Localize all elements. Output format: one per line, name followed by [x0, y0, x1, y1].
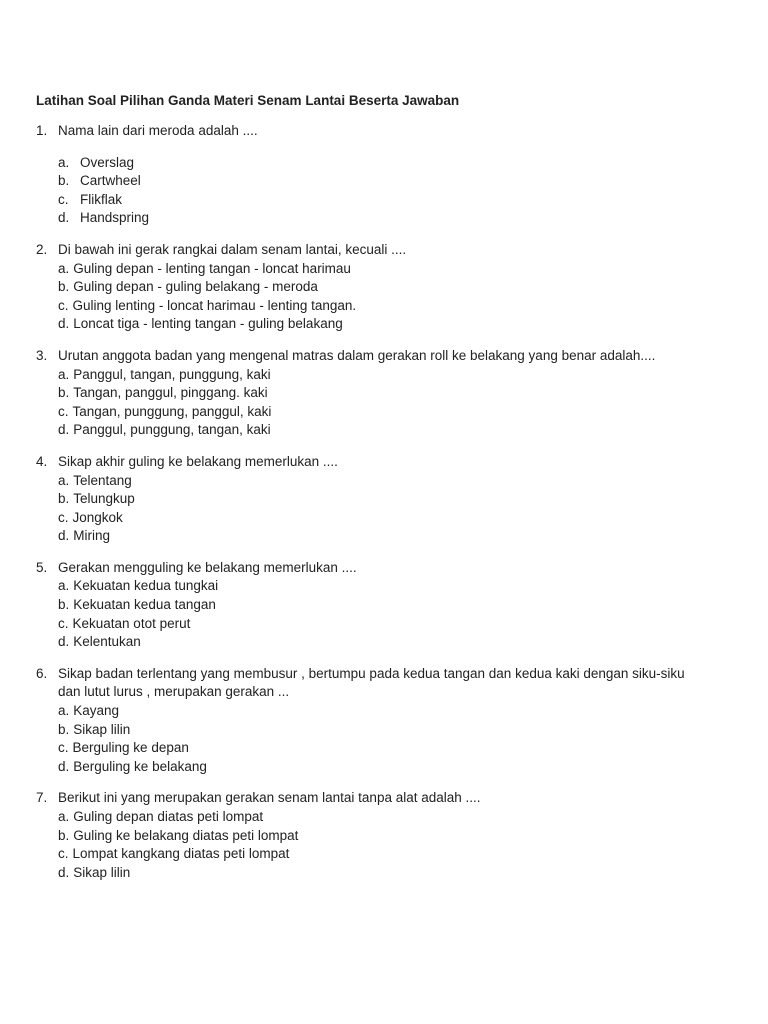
option-letter: a.	[58, 472, 70, 488]
option-text: Panggul, punggung, tangan, kaki	[73, 422, 271, 438]
option-item	[58, 472, 736, 491]
option-item	[58, 421, 736, 440]
option-text: Sikap lilin	[73, 864, 131, 880]
option-letter: c.	[58, 509, 69, 525]
option-item	[58, 509, 736, 528]
option-letter: d.	[58, 634, 70, 650]
option-text: Miring	[73, 528, 111, 544]
option-letter: c.	[58, 846, 69, 862]
option-text: Cartwheel	[80, 173, 141, 189]
option-item	[58, 527, 736, 546]
option-text: Sikap lilin	[73, 721, 131, 737]
option-letter: b.	[58, 491, 70, 507]
option-letter: c.	[58, 740, 69, 756]
option-list	[36, 808, 736, 882]
question-number: 5.	[36, 559, 48, 575]
option-item	[58, 191, 736, 210]
option-text: Tangan, panggul, pinggang. kaki	[73, 385, 268, 401]
option-item	[58, 172, 736, 191]
option-text: Overslag	[80, 154, 135, 170]
option-letter: d.	[58, 422, 70, 438]
option-text: Guling lenting - loncat harimau - lenting tangan.	[72, 297, 357, 313]
question-text: Gerakan mengguling ke belakang memerlukan ....	[58, 559, 357, 575]
question-text: Nama lain dari meroda adalah ....	[58, 123, 258, 138]
option-item	[58, 366, 736, 385]
option-text: Handspring	[80, 210, 150, 226]
option-letter: d.	[58, 316, 70, 332]
option-list	[36, 702, 736, 776]
option-list	[36, 472, 736, 546]
option-item	[58, 490, 736, 509]
option-text: Guling depan - guling belakang - meroda	[73, 279, 318, 295]
option-letter: b.	[58, 279, 70, 295]
question-number: 3.	[36, 347, 48, 363]
option-text: Guling depan diatas peti lompat	[73, 809, 264, 824]
question-list	[36, 122, 736, 882]
option-text: Kelentukan	[73, 634, 141, 650]
option-item	[58, 721, 736, 740]
option-item	[58, 758, 736, 777]
option-item	[58, 384, 736, 403]
question-number: 6.	[36, 665, 48, 681]
question-number: 2.	[36, 241, 48, 257]
option-letter: d.	[58, 210, 70, 226]
question-number: 1.	[36, 123, 48, 138]
option-letter: d.	[58, 758, 70, 774]
option-text: Kekuatan otot perut	[72, 615, 191, 631]
option-item	[58, 297, 736, 316]
option-letter: d.	[58, 864, 70, 880]
option-text: Panggul, tangan, punggung, kaki	[73, 366, 271, 382]
option-letter: b.	[58, 827, 70, 843]
option-item	[58, 827, 736, 846]
question-item	[36, 665, 736, 777]
question-item	[36, 241, 736, 334]
question-item	[36, 789, 736, 882]
question-number: 7.	[36, 790, 48, 806]
question-text: Urutan anggota badan yang mengenal matras dalam gerakan roll ke belakang yang benar adalah....	[58, 347, 656, 363]
question-text: Di bawah ini gerak rangkai dalam senam lantai, kecuali ....	[58, 241, 407, 257]
option-item	[58, 808, 736, 827]
question-item	[36, 347, 736, 440]
option-letter: a.	[58, 703, 70, 719]
option-text: Berguling ke belakang	[73, 758, 207, 774]
option-letter: a.	[58, 260, 70, 276]
option-letter: b.	[58, 173, 70, 189]
option-list	[36, 260, 736, 334]
option-letter: a.	[58, 809, 70, 824]
document-page	[36, 92, 736, 895]
option-letter: c.	[58, 191, 69, 207]
option-letter: a.	[58, 154, 70, 170]
option-text: Guling ke belakang diatas peti lompat	[73, 827, 299, 843]
option-item	[58, 633, 736, 652]
question-item	[36, 453, 736, 546]
option-item	[58, 260, 736, 279]
question-item	[36, 559, 736, 652]
option-letter: c.	[58, 615, 69, 631]
option-text: Kayang	[73, 703, 120, 719]
option-item	[58, 739, 736, 758]
option-item	[58, 315, 736, 334]
option-text: Lompat kangkang diatas peti lompat	[72, 846, 290, 862]
question-text: Sikap akhir guling ke belakang memerlukan ....	[58, 453, 338, 469]
option-letter: d.	[58, 528, 70, 544]
option-item	[58, 577, 736, 596]
option-text: Tangan, punggung, panggul, kaki	[72, 403, 272, 419]
option-item	[58, 845, 736, 864]
question-item	[36, 122, 736, 228]
option-letter: b.	[58, 385, 70, 401]
option-text: Berguling ke depan	[72, 740, 189, 756]
option-text: Telentang	[73, 472, 132, 488]
option-text: Guling depan - lenting tangan - loncat harimau	[73, 260, 351, 276]
option-item	[58, 278, 736, 297]
option-item	[58, 209, 736, 228]
option-text: Flikflak	[80, 191, 123, 207]
option-letter: a.	[58, 578, 70, 594]
option-letter: c.	[58, 403, 69, 419]
option-item	[58, 403, 736, 422]
option-letter: b.	[58, 597, 70, 613]
option-item	[58, 596, 736, 615]
option-text: Jongkok	[72, 509, 123, 525]
option-list	[36, 366, 736, 440]
option-list	[36, 154, 736, 228]
option-item	[58, 615, 736, 634]
option-item	[58, 864, 736, 883]
option-text: Loncat tiga - lenting tangan - guling belakang	[73, 316, 343, 332]
document-title: Latihan Soal Pilihan Ganda Materi Senam Lantai Beserta Jawaban	[36, 93, 460, 108]
question-number: 4.	[36, 453, 48, 469]
option-letter: b.	[58, 721, 70, 737]
option-list	[36, 577, 736, 651]
option-item	[58, 702, 736, 721]
option-letter: c.	[58, 297, 69, 313]
option-text: Kekuatan kedua tangan	[73, 597, 216, 613]
option-item	[58, 154, 736, 173]
option-text: Kekuatan kedua tungkai	[73, 578, 219, 594]
question-text: Berikut ini yang merupakan gerakan senam lantai tanpa alat adalah ....	[58, 790, 481, 806]
option-letter: a.	[58, 366, 70, 382]
option-text: Telungkup	[73, 491, 135, 507]
question-text: Sikap badan terlentang yang membusur , bertumpu pada kedua tangan dan kedua kaki dengan siku-siku dan lutut lurus , merupakan gerakan ...	[58, 665, 685, 700]
